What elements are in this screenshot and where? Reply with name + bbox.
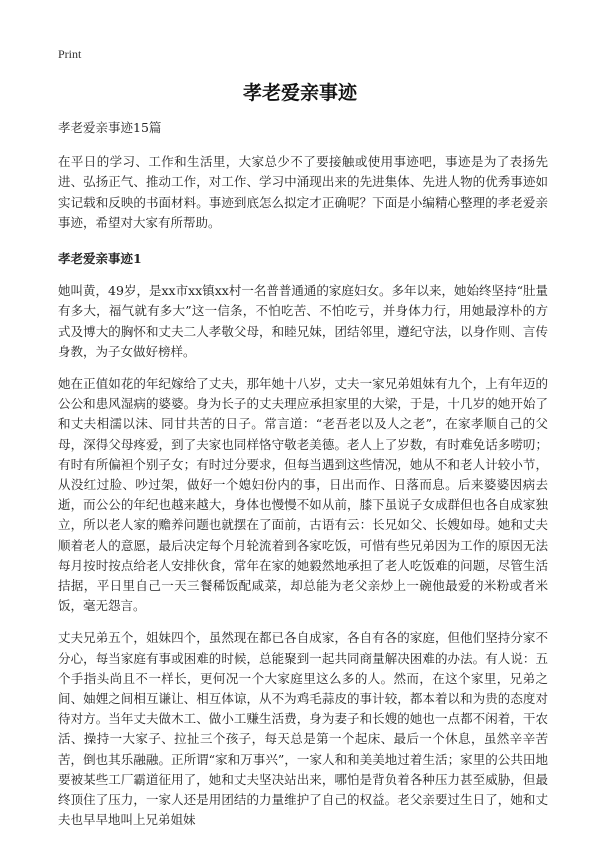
page-title: 孝老爱亲事迹 [242, 82, 357, 104]
body-paragraph: 她在正值如花的年纪嫁给了丈夫，那年她十八岁，丈夫一家兄弟姐妹有九个，上有年迈的公公和患风湿病的婆婆。身为长子的丈夫理应承担家里的大梁，于是，十几岁的她开始了和丈夫相濡以沫、同甘共苦的日子。常言道：“老吾老以及人之老”，在家孝顺自己的父母，深得父母疼爱，到了夫家也同样恪守敬老美德。老人上了岁数，有时难免话多唠叨；有时有所偏袒个别子女；有时过分要求，但每当遇到这些情况，她从不和老人计较小节，从没红过脸、吵过架，做好一个媳妇份内的事，日出而作、日落而息。后来婆婆因病去逝，而公公的年纪也越来越大，身体也慢慢不如从前，膝下虽说子女成群但也各自成家独立，所以老人家的赡养问题也就摆在了面前，古语有云：长兄如父、长嫂如母。她和丈夫顺着老人的意愿，最后决定每个月轮流着到各家吃饭，可惜有些兄弟因为工作的原因无法每月按时按点给老人安排伙食，常年在家的她毅然地承担了老人吃饭难的问题，尽管生活拮据，平日里自己一天三餐稀饭配咸菜，却总能为老父亲炒上一碗他最爱的米粉或者米饭，毫无怨言。 [58, 376, 548, 614]
body-paragraph: 丈夫兄弟五个，姐妹四个，虽然现在都已各自成家，各自有各的家庭，但他们坚持分家不分心，每当家庭有事或困难的时候，总能聚到一起共同商量解决困难的办法。有人说：五个手指头尚且不一样长，更何况一个大家庭里这么多的人。然而，在这个家里，兄弟之间、妯娌之间相互谦让、相互体谅，从不为鸡毛蒜皮的事计较，都本着以和为贵的态度对待对方。当年丈夫做木工、做小工赚生活费，身为妻子和长嫂的她也一点都不闲着，干农活、操持一大家子、拉扯三个孩子，每天总是第一个起床、最后一个休息，虽然辛辛苦苦，倒也其乐融融。正所谓“家和万事兴”，一家人和和美美地过着生活；家里的公共田地要被某些工厂霸道征用了，她和丈夫坚决站出来，哪怕是背负着各种压力甚至威胁，但最终顶住了压力，一家人还是用团结的力量维护了自己的权益。老父亲要过生日了，她和丈夫也早早地叫上兄弟姐妹 [58, 630, 548, 828]
print-link[interactable]: Print [58, 47, 82, 61]
intro-paragraph: 在平日的学习、工作和生活里，大家总少不了要接触或使用事迹吧，事迹是为了表扬先进、弘扬正气、推动工作，对工作、学习中涌现出来的先进集体、先进人物的优秀事迹如实记载和反映的书面材料。事迹到底怎么拟定才正确呢？下面是小编精心整理的孝老爱亲事迹，希望对大家有所帮助。 [58, 154, 548, 230]
article-body [58, 118, 548, 843]
document-subtitle: 孝老爱亲事迹15篇 [58, 120, 162, 135]
section-heading: 孝老爱亲事迹1 [58, 251, 142, 267]
body-paragraph: 她叫黄，49岁，是xx市xx镇xx村一名普普通通的家庭妇女。多年以来，她始终坚持“肚量有多大，福气就有多大”这一信条，不怕吃苦、不怕吃亏，并身体力行，用她最淳朴的方式及博大的胸怀和丈夫二人孝敬父母，和睦兄妹，团结邻里，遵纪守法，以身作则、言传身教，为子女做好榜样。 [58, 283, 548, 359]
